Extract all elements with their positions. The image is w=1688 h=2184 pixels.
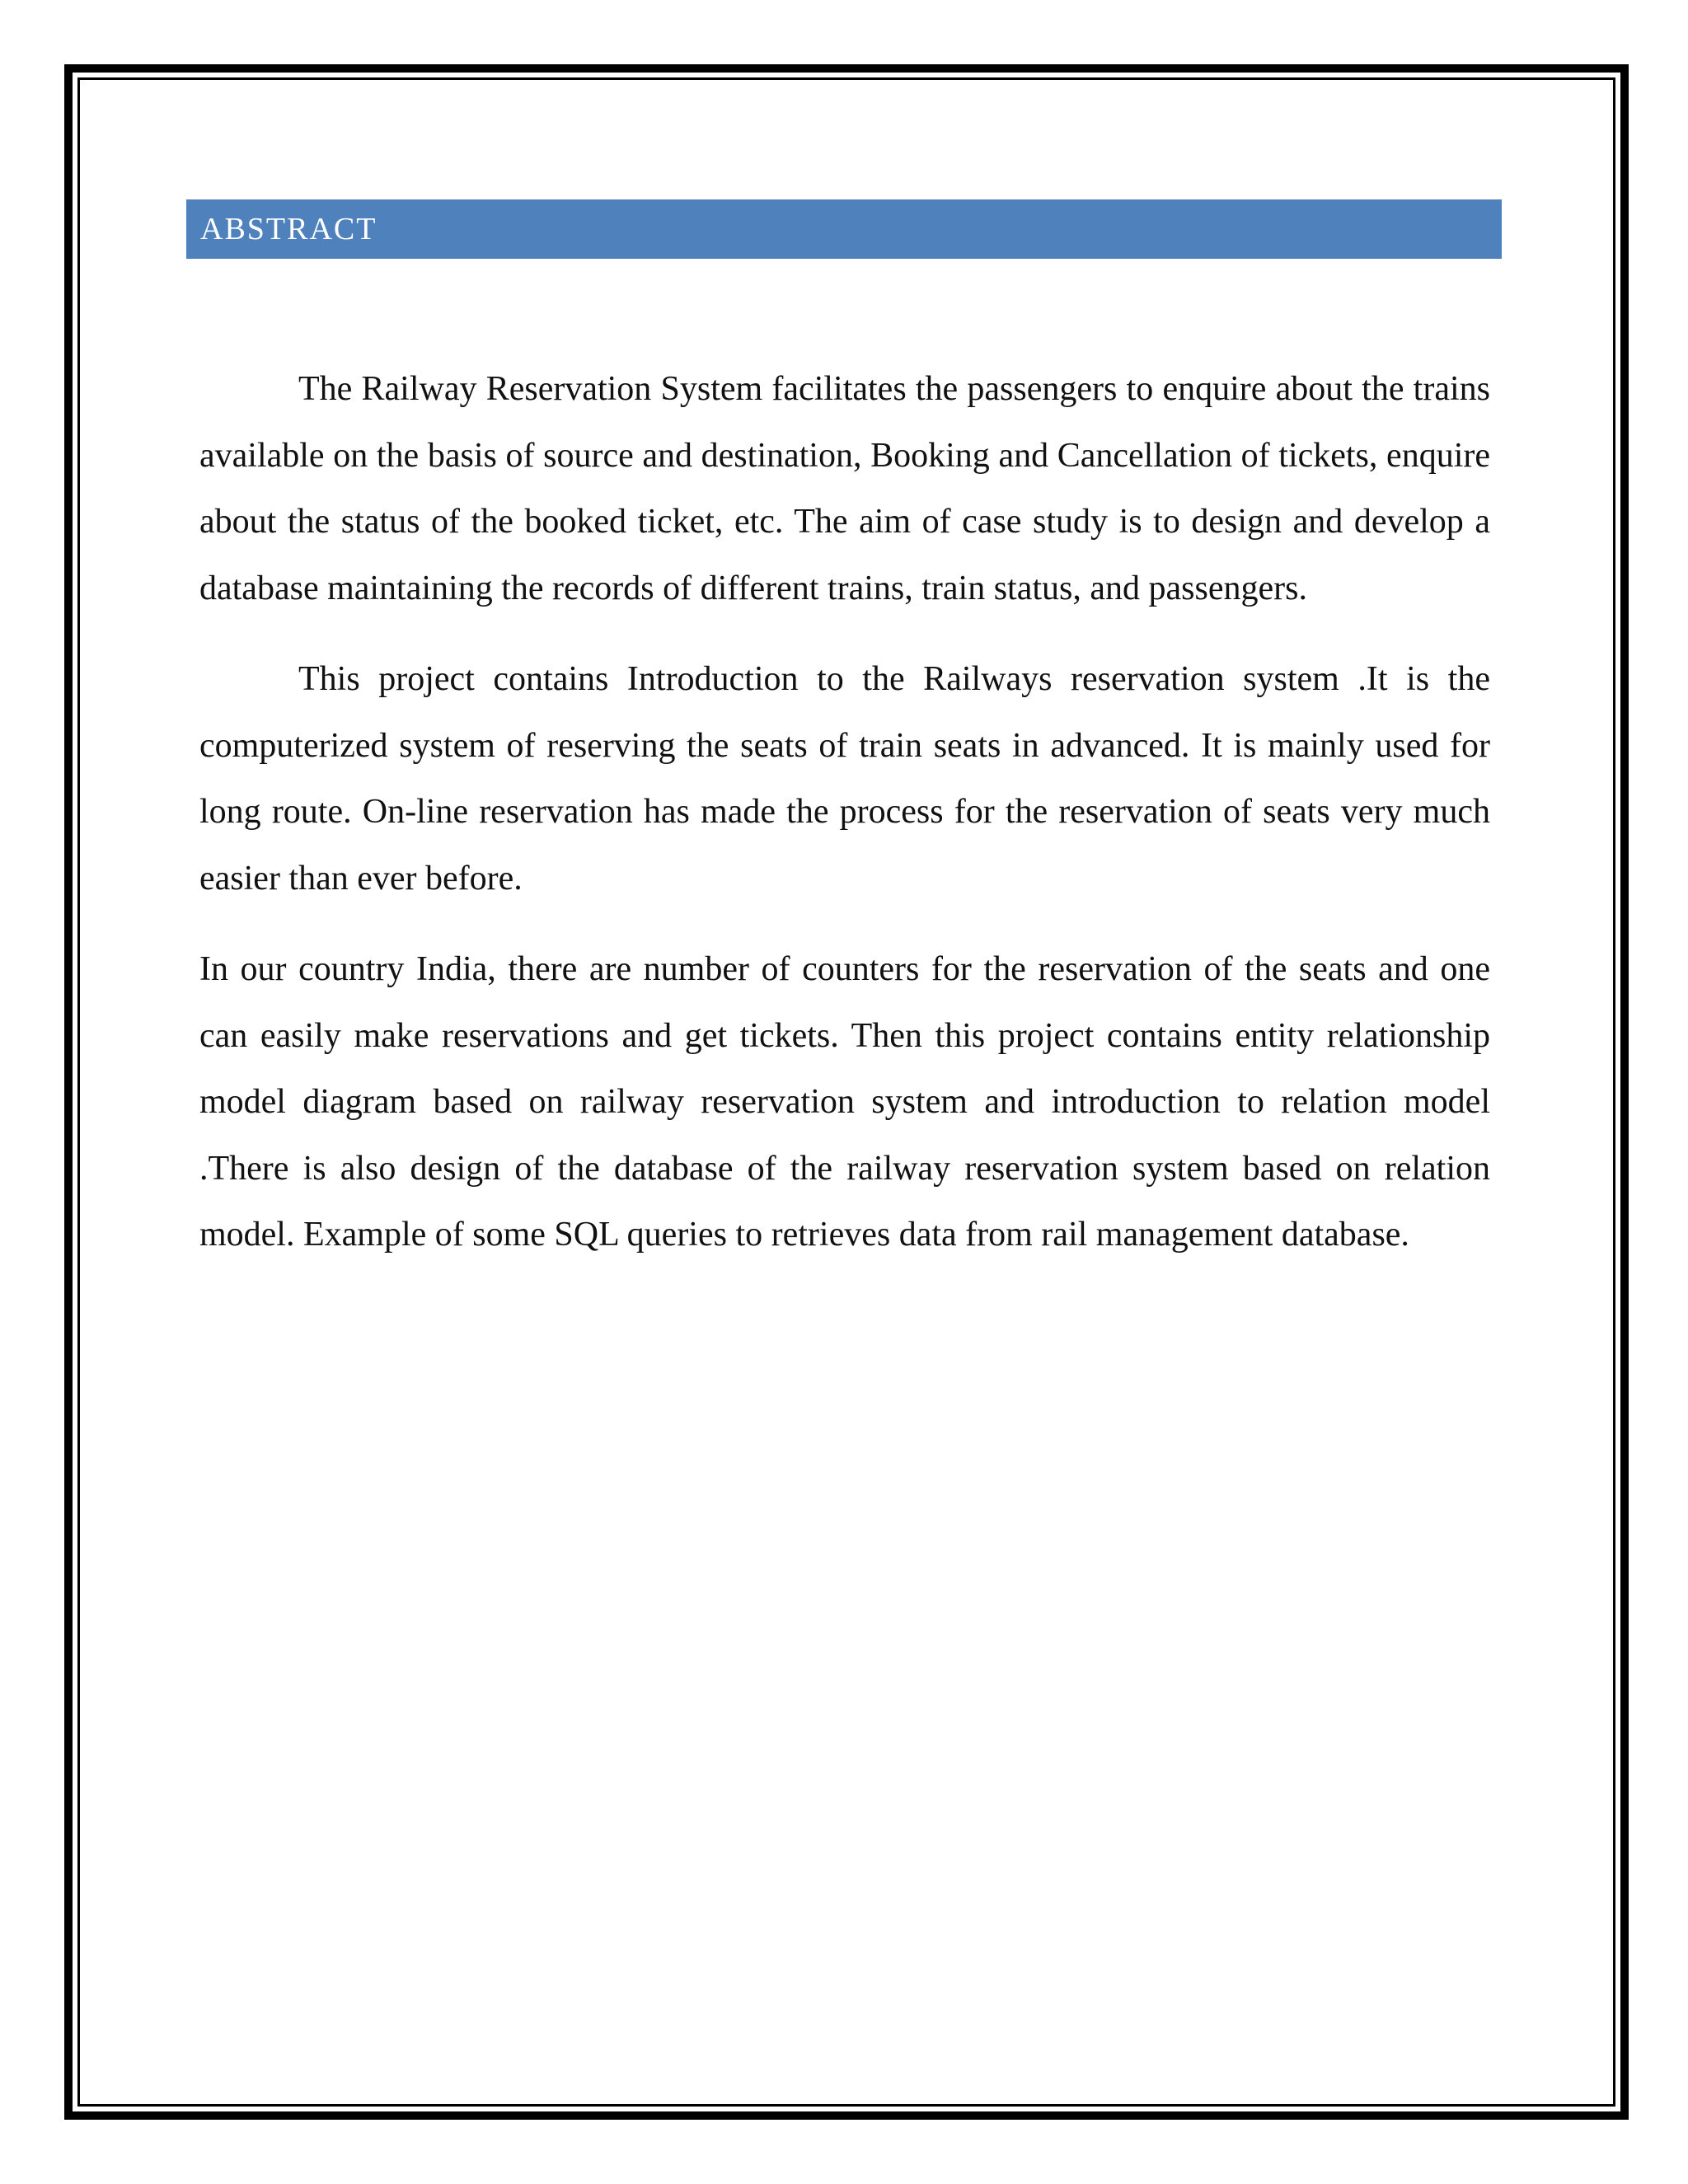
paragraph-india-counters: In our country India, there are number of counters for the reservation of the seats and one can easily make reservations and get tickets. Then this project contains entity relationship model diagram based on railway reservation system and introduction to relation model .There is also design of the database of the railway reservation system based on relation model. Example of some SQL queries to retrieves data from rail management database. xyxy=(199,950,1490,1254)
paragraph-project-contents: This project contains Introduction to the Railways reservation system .It is the computerized system of reserving the seats of train seats in advanced. It is mainly used for long route. On-line reservation has made the process for the reservation of seats very much easier than ever before. xyxy=(199,660,1490,898)
paragraph-intro: The Railway Reservation System facilitates the passengers to enquire about the trains available on the basis of source and destination, Booking and Cancellation of tickets, enquire about the status of the booked ticket, etc. The aim of case study is to design and develop a database maintaining the records of different trains, train status, and passengers. xyxy=(199,370,1490,607)
abstract-heading: ABSTRACT xyxy=(200,212,377,246)
abstract-heading-bar xyxy=(186,199,1502,259)
abstract-body xyxy=(199,356,1490,1268)
